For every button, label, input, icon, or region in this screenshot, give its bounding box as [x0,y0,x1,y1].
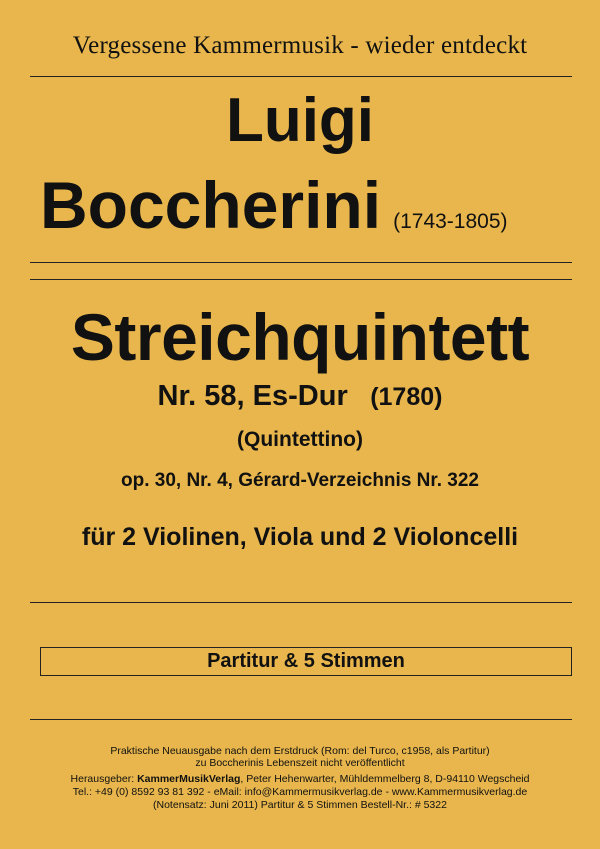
divider [30,602,572,603]
divider [30,279,572,280]
work-alt-title: (Quintettino) [237,428,363,451]
composer-years: (1743-1805) [393,210,508,233]
publisher-name: KammerMusikVerlag [137,773,241,785]
footer-contact: Tel.: +49 (0) 8592 93 81 392 - eMail: info@Kammermusikverlag.de - www.Kammermusikverlag.de [72,786,528,798]
work-title: Streichquintett [70,300,530,374]
composer-name-row [40,168,580,242]
composer-last-name: Boccherini [40,168,382,242]
divider [30,262,572,263]
divider [30,719,572,720]
work-scoring: für 2 Violinen, Viola und 2 Violoncelli [81,523,519,551]
work-catalog: op. 30, Nr. 4, Gérard-Verzeichnis Nr. 322 [120,470,479,491]
work-subtitle [0,380,600,413]
publisher-prefix: Herausgeber: [70,773,138,785]
edition-label: Partitur & 5 Stimmen [207,650,405,672]
edition-box [40,647,572,676]
divider [30,76,572,77]
footer-order-info: (Notensatz: Juni 2011) Partitur & 5 Stimmen Bestell-Nr.: # 5322 [153,799,447,811]
publisher-address: , Peter Hehenwarter, Mühldemmelberg 8, D-94110 Wegscheid [240,773,530,785]
composer-first-name: Luigi [225,86,375,155]
series-title: Vergessene Kammermusik - wieder entdeckt [72,32,528,59]
work-number-key: Nr. 58, Es-Dur [157,380,348,412]
footer-publisher [0,773,600,786]
footer-publication-note: zu Boccherinis Lebenszeit nicht veröffentlicht [195,757,405,769]
work-year: (1780) [370,383,443,411]
footer-source-note: Praktische Neuausgabe nach dem Erstdruck (Rom: del Turco, c1958, als Partitur) [110,745,490,757]
